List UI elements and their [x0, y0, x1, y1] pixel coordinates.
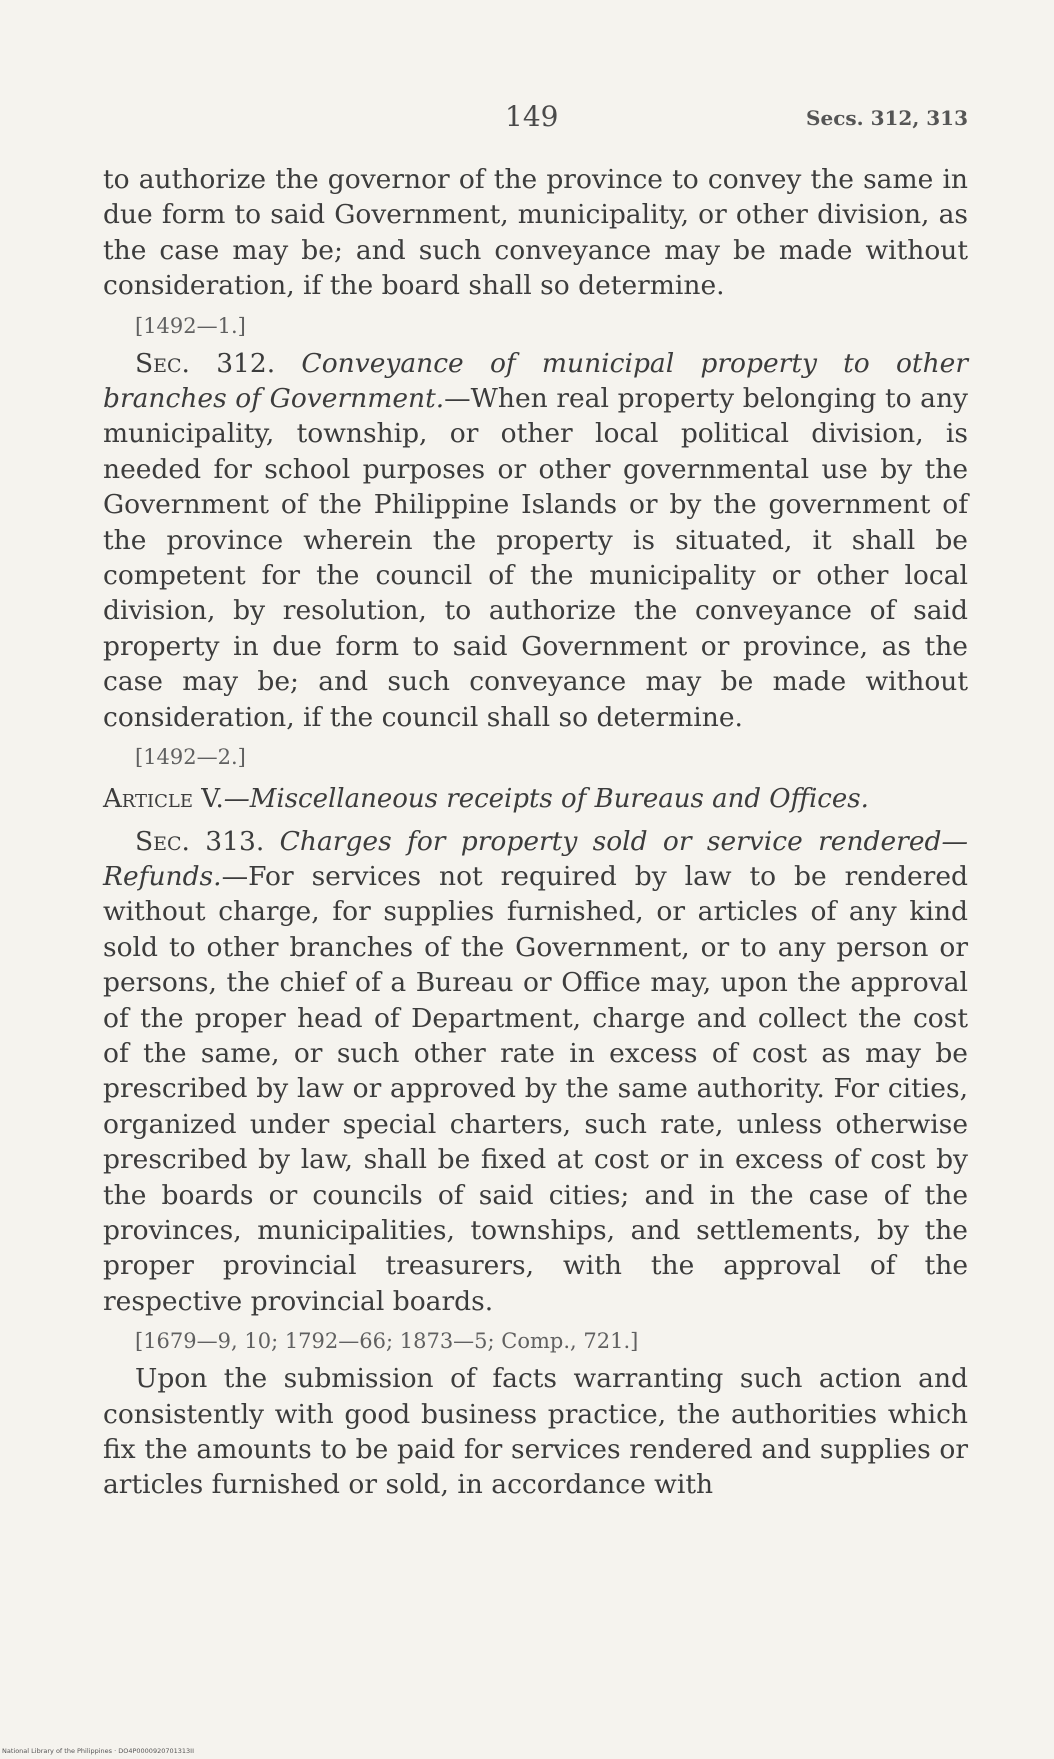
- page-header: [0, 100, 1054, 140]
- citation-1: [1492—1.]: [135, 313, 246, 338]
- section-313-text: —For services not required by law to be rendered without charge, for supplies furnished, or articles of any kind sold to other branches of the Government, or to any person or persons, the chief of a Bureau or Office may, upon the approval of the proper head of Department, charge and collect the cost of the same, or such other rate in excess of cost as may be prescribed by law or approved by the same authority. For cities, organized under special charters, such rate, unless otherwise prescribed by law, shall be fixed at cost or in excess of cost by the boards or councils of said cities; and in the case of the provinces, municipalities, townships, and settlements, by the proper provincial treasurers, with the approval of the respective provincial boards.: [103, 860, 968, 1317]
- section-312-title: Conveyance of municipal property to other branches of Government.: [103, 347, 968, 415]
- page-number: 149: [505, 100, 559, 133]
- article-heading: [103, 782, 968, 817]
- citation-3: [1679—9, 10; 1792—66; 1873—5; Comp., 721.]: [135, 1329, 639, 1354]
- section-312-text: —When real property belonging to any municipality, township, or other local political division, is needed for school purposes or other governmental use by the Government of the Philippine Islands or by the government of the province wherein the property is situated, it shall be competent for the council of the municipality or other local division, by resolution, to authorize the conveyance of said property in due form to said Government or province, as the case may be; and such conveyance may be made without consideration, if the council shall so determine.: [103, 383, 968, 733]
- section-313-title: Charges for property sold or service rendered—Refunds.: [103, 825, 968, 892]
- section-313: [103, 824, 968, 1320]
- citation-2: [1492—2.]: [135, 745, 246, 770]
- paragraph-last: Upon the submission of facts warranting such action and consistently with good business practice, the authorities which fix the amounts to be paid for services rendered and supplies or articles furnished or sold, in accordance with: [103, 1363, 968, 1501]
- body-text: [103, 162, 968, 1503]
- section-313-label: Sec. 313.: [135, 825, 265, 857]
- footer-scan-info: National Library of the Philippines · DO4P0000920701313II: [2, 1747, 195, 1755]
- article-title: —Miscellaneous receipts of Bureaus and Offices.: [223, 784, 869, 815]
- section-312-label: Sec. 312.: [135, 347, 276, 379]
- section-reference: Secs. 312, 313: [806, 106, 968, 130]
- article-label: Article V.: [103, 784, 224, 815]
- paragraph-continuation: to authorize the governor of the province to convey the same in due form to said Government, municipality, or other division, as the case may be; and such conveyance may be made without consideration, if the board shall so determine.: [103, 164, 968, 302]
- section-312: [103, 346, 968, 735]
